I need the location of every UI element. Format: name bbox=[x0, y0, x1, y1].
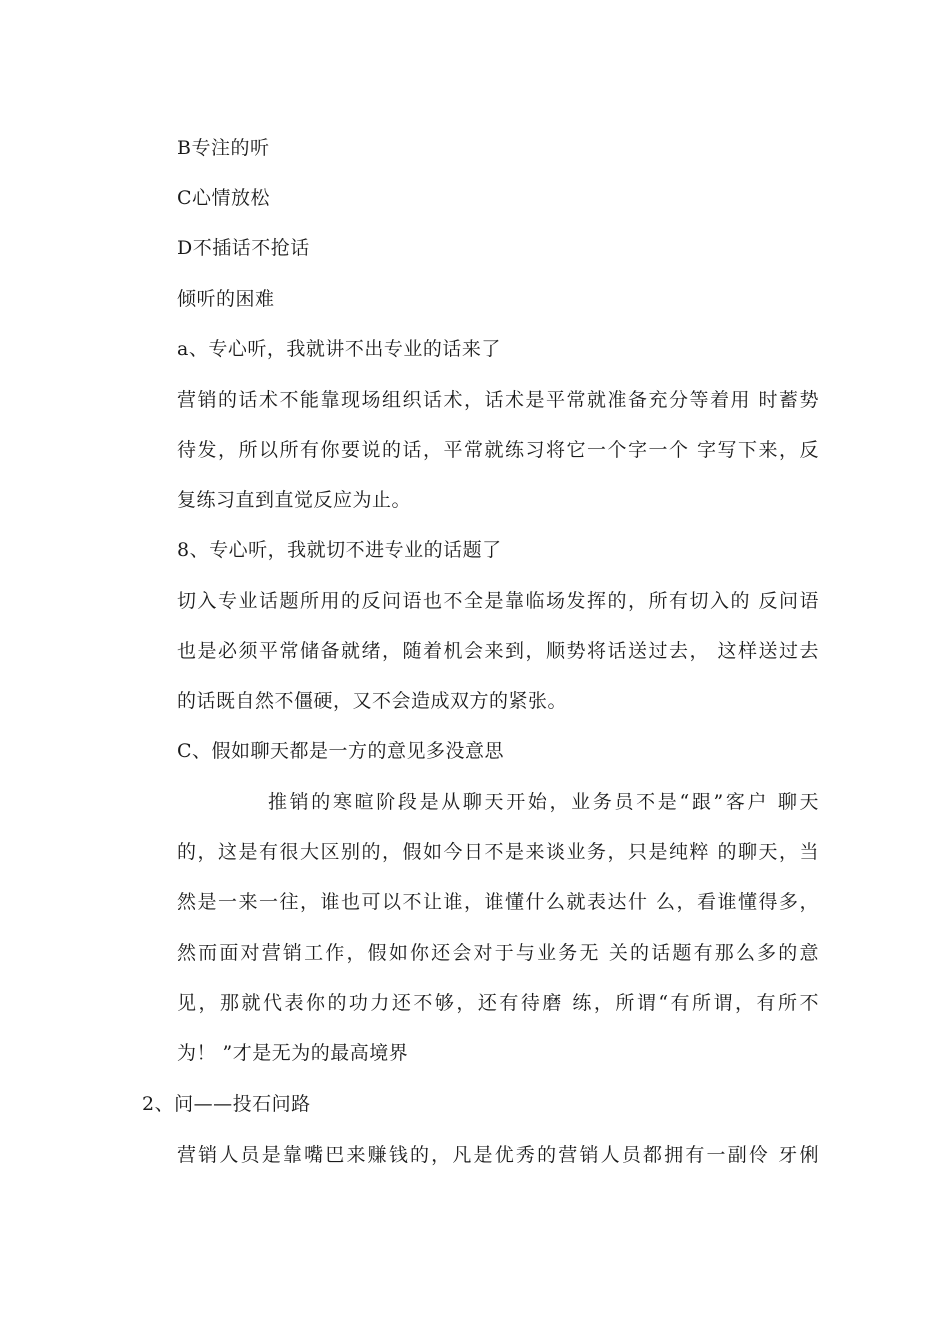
paragraph-line: 见，那就代表你的功力还不够，还有待磨 练，所谓“有所谓，有所不 bbox=[177, 992, 819, 1014]
paragraph-line: 也是必须平常储备就绪，随着机会来到，顺势将话送过去， 这样送过去 bbox=[177, 640, 819, 662]
paragraph-line: 营销的话术不能靠现场组织话术，话术是平常就准备充分等着用 时蓄势 bbox=[177, 389, 819, 411]
paragraph-line: 待发，所以所有你要说的话，平常就练习将它一个字一个 字写下来，反 bbox=[177, 439, 819, 461]
section-heading-ask: 2、问——投石问路 bbox=[142, 1093, 311, 1115]
paragraph-line: 为！ ”才是无为的最高境界 bbox=[177, 1042, 409, 1064]
option-c: C心情放松 bbox=[177, 187, 271, 209]
paragraph-line: 的，这是有很大区别的，假如今日不是来谈业务，只是纯粹 的聊天，当 bbox=[177, 841, 819, 863]
paragraph-line: 切入专业话题所用的反问语也不全是靠临场发挥的，所有切入的 反问语 bbox=[177, 590, 819, 612]
option-b: B专注的听 bbox=[177, 137, 270, 159]
paragraph-line: 复练习直到直觉反应为止。 bbox=[177, 489, 412, 511]
option-d: D不插话不抢话 bbox=[177, 237, 310, 259]
paragraph-line: 的话既自然不僵硬，又不会造成双方的紧张。 bbox=[177, 690, 568, 712]
subheading-a: a、专心听，我就讲不出专业的话来了 bbox=[177, 338, 501, 360]
subheading-8: 8、专心听，我就切不进专业的话题了 bbox=[177, 539, 502, 561]
subheading-c: C、假如聊天都是一方的意见多没意思 bbox=[177, 740, 505, 762]
paragraph-line: 然而面对营销工作，假如你还会对于与业务无 关的话题有那么多的意 bbox=[177, 942, 819, 964]
section-heading-listening-difficulty: 倾听的困难 bbox=[177, 288, 275, 310]
paragraph-line: 营销人员是靠嘴巴来赚钱的，凡是优秀的营销人员都拥有一副伶 牙俐 bbox=[177, 1144, 819, 1166]
paragraph-line-indented: 推销的寒暄阶段是从聊天开始，业务员不是“跟”客户 聊天 bbox=[268, 791, 819, 813]
paragraph-line: 然是一来一往，谁也可以不让谁，谁懂什么就表达什 么，看谁懂得多， bbox=[177, 891, 819, 913]
